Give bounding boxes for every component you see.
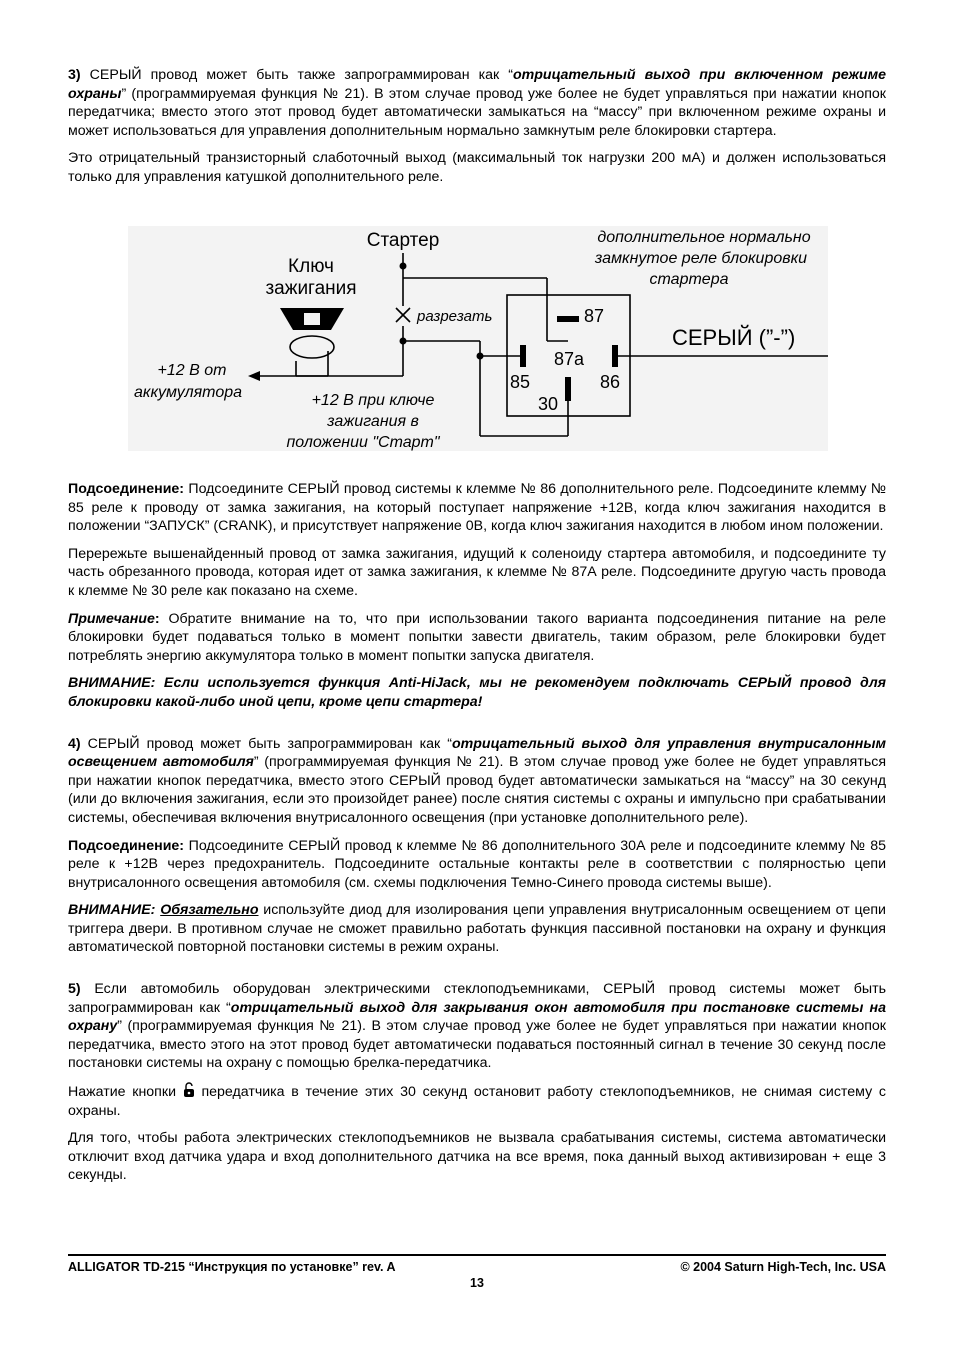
- cut-paragraph: Перережьте вышенайденный провод от замка зажигания, идущий к соленоиду стартера автомобиля, и подсоедините ту часть обрезанного провода, которая идет от замка зажигания, к клемме № 87А реле. Подсоедините другую часть провода к клемме № 30 реле как показано на схеме.: [68, 545, 886, 599]
- item-number: 4): [68, 735, 81, 752]
- relay-label-3: стартера: [649, 271, 729, 288]
- ignition-label-3: положении "Старт": [286, 434, 440, 451]
- contact-85: [520, 345, 526, 367]
- key-ring: [290, 336, 334, 358]
- text: Нажатие кнопки: [68, 1084, 183, 1101]
- connection-label: Подсоединение:: [68, 837, 185, 854]
- terminal-85: 85: [510, 372, 531, 392]
- footer-copyright: © 2004 Saturn High-Tech, Inc. USA: [680, 1260, 886, 1274]
- page-body-lower: [68, 480, 886, 1194]
- note-colon: :: [154, 610, 160, 627]
- text: ” (программируемая функция № 21). В этом случае провод уже более не будет управляться при нажатии кнопок передатчика; вместо этого этот провод будет автоматически замыкаться на “массу” при включенном режиме охраны и может использоваться для управления дополнительным нормально замкнутым реле блокировки стартера.: [68, 85, 886, 139]
- note-label: Примечание: [68, 610, 155, 627]
- starter-label: Стартер: [366, 230, 440, 251]
- contact-87: [557, 316, 579, 322]
- relay-label-2: замкнутое реле блокировки: [594, 250, 808, 267]
- terminal-87a: 87a: [554, 349, 585, 369]
- item-number: 5): [68, 981, 81, 998]
- key-slot: [304, 313, 320, 325]
- emphasis: отрицательный выход для управления внутрисалонным освещением автомобиля: [68, 735, 886, 771]
- text: ” (программируемая функция № 21). В этом случае провод уже более не будет управляться при нажатии кнопок передатчика, вместо этого СЕРЫЙ провод будет автоматически замыкаться на “массу” на 30 секунд (или до включения зажигания, если это произойдет ранее) после снятия системы с охраны и импульсно при срабатывании системы, обеспечивая включения внутрисалонного освещения (при установке дополнительного реле).: [68, 754, 886, 826]
- ignition-label-2: зажигания в: [327, 413, 419, 430]
- text: используйте диод для изолирования цепи управления внутрисалонным освещением от цепи триггера двери. В противном случае не сможет правильно работать функция пассивной постановки на охрану и функция автоматической повторной постановки системы в режим охраны.: [68, 902, 886, 956]
- terminal-86: 86: [600, 372, 621, 392]
- paragraph-3b: Это отрицательный транзисторный слаботочный выход (максимальный ток нагрузки 200 мА) и должен использоваться только для управления катушкой дополнительного реле.: [68, 150, 886, 185]
- key-label-2: зажигания: [265, 278, 357, 299]
- ignition-label-1: +12 В при ключе: [311, 392, 435, 409]
- warning-must: Обязательно: [160, 902, 259, 919]
- press-paragraph: [68, 1082, 886, 1120]
- footer: [68, 1254, 886, 1274]
- text: СЕРЫЙ провод может быть запрограммирован как “: [80, 735, 452, 752]
- terminal-30: 30: [538, 394, 559, 414]
- grey-wire-label: СЕРЫЙ (”-”): [672, 325, 796, 350]
- key-label-1: Ключ: [288, 256, 334, 277]
- text: Если автомобиль оборудован электрическими стеклоподъемниками, СЕРЫЙ провод системы может быть запрограммирован как “: [68, 981, 886, 1016]
- relay-label-1: дополнительное нормально: [597, 229, 811, 246]
- footer-title: ALLIGATOR TD-215 “Инструкция по установке” rev. A: [68, 1260, 396, 1274]
- item-number: 3): [68, 67, 81, 83]
- text: Подсоедините СЕРЫЙ провод к клемме № 86 дополнительного 30А реле и подсоедините клемму № 85 реле к +12В через предохранитель. Подсоедините остальные контакты реле в соответствии с полярностью цепи внутрисалонного освещения автомобиля (см. схемы подключения Темно-Синего провода системы выше).: [68, 837, 886, 891]
- junction-dot: [400, 338, 407, 345]
- warning-paragraph-2: [68, 901, 886, 957]
- page-body: [68, 66, 886, 196]
- contact-30: [565, 377, 571, 401]
- junction-dot: [400, 263, 407, 270]
- connection-paragraph-2: [68, 837, 886, 893]
- emphasis: отрицательный выход для закрывания окон автомобиля при постановке системы на охрану: [68, 999, 886, 1035]
- text: передатчика в течение этих 30 секунд остановит работу стеклоподъемников, не снимая систему с охраны.: [68, 1084, 886, 1119]
- battery-label-2: аккумулятора: [133, 384, 243, 401]
- text: ” (программируемая функция № 21). В этом случае провод уже более не будет управляться при нажатии кнопок передатчика, вместо этого на этот провод будет автоматически подаваться постоянный сигнал в течение 30 секунд после постановки системы на охрану с помощью брелка-передатчика.: [68, 1018, 886, 1072]
- page-number: 13: [470, 1276, 484, 1290]
- text: Подсоедините СЕРЫЙ провод системы к клемме № 86 дополнительного реле. Подсоедините клемму № 85 реле к проводу от замка зажигания, на который поступает напряжение +12В, когда ключ зажигания находится в положении “ЗАПУСК” (CRANK), и присутствует напряжение 0В, когда ключ зажигания находится в любом ином положении.: [68, 481, 886, 535]
- warning-paragraph-1: ВНИМАНИЕ: Если используется функция Anti-HiJack, мы не рекомендуем подключать СЕРЫЙ провод для блокировки какой-либо иной цепи, кроме цепи стартера!: [68, 675, 886, 710]
- junction-dot: [477, 353, 484, 360]
- paragraph-3: [68, 66, 886, 140]
- paragraph-5: [68, 980, 886, 1073]
- note-paragraph: [68, 610, 886, 666]
- text: Обратите внимание на то, что при использовании такого варианта подсоединения питание на реле блокировки будет подаваться только в момент попытки завести двигатель, таким образом, реле блокировки будет потреблять энергию аккумулятора только в момент попытки запуска двигателя.: [68, 610, 886, 664]
- battery-label-1: +12 В от: [157, 362, 227, 379]
- warning-label: ВНИМАНИЕ:: [68, 902, 156, 919]
- paragraph-4: [68, 735, 886, 828]
- terminal-87: 87: [584, 306, 605, 326]
- last-paragraph: Для того, чтобы работа электрических стеклоподъемников не вызвала срабатывания системы, система автоматически отключит вход датчика удара и вход дополнительного датчика на все время, пока данный выход активизирован + еще 3 секунды.: [68, 1130, 886, 1184]
- emphasis: отрицательный выход при включенном режиме охраны: [68, 67, 886, 102]
- connection-paragraph-1: [68, 480, 886, 536]
- contact-86: [612, 345, 618, 367]
- lock-icon: [183, 1082, 195, 1098]
- battery-arrow-icon: [248, 371, 260, 381]
- cut-label: разрезать: [417, 308, 493, 325]
- relay-wiring-diagram: [128, 226, 828, 451]
- text: СЕРЫЙ провод может быть также запрограммирован как “: [80, 67, 513, 83]
- connection-label: Подсоединение:: [68, 481, 185, 497]
